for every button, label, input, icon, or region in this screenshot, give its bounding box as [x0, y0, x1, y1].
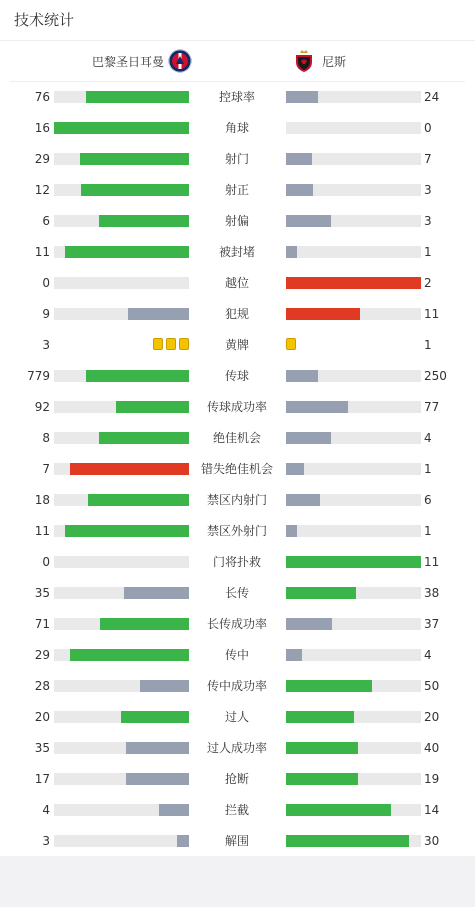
home-bar-fill [70, 463, 189, 475]
stat-label: 被封堵 [218, 245, 255, 259]
home-value: 11 [34, 245, 50, 259]
home-team[interactable] [92, 41, 192, 81]
home-bar-track [54, 184, 189, 196]
away-bar-track [286, 370, 421, 382]
away-bar-fill [286, 308, 360, 320]
away-value: 1 [424, 338, 432, 352]
home-yellow-cards [153, 338, 189, 350]
stat-label: 越位 [224, 276, 249, 290]
home-value: 35 [34, 586, 50, 600]
away-bar-track [286, 804, 421, 816]
yellow-card-icon [153, 338, 163, 350]
stat-label: 黄牌 [224, 338, 249, 352]
stat-label: 拦截 [224, 803, 249, 817]
home-bar-fill [86, 370, 189, 382]
stat-row [0, 547, 475, 578]
away-bar-fill [286, 649, 302, 661]
away-value: 1 [424, 524, 432, 538]
home-bar-fill [70, 649, 189, 661]
away-value: 37 [424, 617, 440, 631]
section-title: 技术统计 [0, 0, 475, 41]
stat-row [0, 268, 475, 299]
away-value: 20 [424, 710, 440, 724]
away-bar-track [286, 122, 421, 134]
home-value: 18 [34, 493, 50, 507]
away-bar-track [286, 432, 421, 444]
away-bar-track [286, 153, 421, 165]
stats-list [0, 82, 475, 857]
stat-row [0, 237, 475, 268]
home-bar-track [54, 618, 189, 630]
away-value: 50 [424, 679, 440, 693]
away-bar-track [286, 277, 421, 289]
home-bar-fill [121, 711, 189, 723]
home-value: 9 [42, 307, 50, 321]
away-bar-fill [286, 401, 348, 413]
yellow-card-icon [179, 338, 189, 350]
away-value: 24 [424, 90, 440, 104]
home-value: 0 [42, 555, 50, 569]
home-bar-fill [99, 432, 189, 444]
stat-label: 犯规 [224, 307, 249, 321]
away-bar-fill [286, 773, 358, 785]
home-bar-fill [128, 308, 189, 320]
home-value: 4 [42, 803, 50, 817]
stat-label: 过人成功率 [206, 741, 267, 755]
home-bar-track [54, 370, 189, 382]
home-bar-fill [126, 773, 189, 785]
stat-row [0, 671, 475, 702]
away-bar-fill [286, 835, 409, 847]
home-bar-track [54, 587, 189, 599]
home-bar-track [54, 277, 189, 289]
home-value: 17 [34, 772, 50, 786]
home-bar-fill [140, 680, 189, 692]
away-value: 2 [424, 276, 432, 290]
home-bar-fill [65, 525, 189, 537]
home-bar-track [54, 91, 189, 103]
away-bar-fill [286, 432, 331, 444]
stat-row [0, 392, 475, 423]
away-value: 4 [424, 431, 432, 445]
stat-label: 禁区内射门 [206, 493, 267, 507]
away-value: 38 [424, 586, 440, 600]
away-bar-track [286, 680, 421, 692]
stat-label: 射正 [224, 183, 249, 197]
away-bar-fill [286, 494, 320, 506]
away-bar-fill [286, 742, 358, 754]
stat-row [0, 609, 475, 640]
home-bar-fill [54, 122, 189, 134]
away-bar-track [286, 525, 421, 537]
home-bar-fill [159, 804, 189, 816]
away-bar-fill [286, 587, 356, 599]
home-bar-track [54, 463, 189, 475]
home-value: 92 [34, 400, 50, 414]
stat-label: 传球成功率 [206, 400, 267, 414]
stat-row [0, 144, 475, 175]
stat-label: 解围 [224, 834, 249, 848]
away-bar-fill [286, 711, 354, 723]
away-bar-track [286, 835, 421, 847]
home-bar-track [54, 215, 189, 227]
away-value: 3 [424, 214, 432, 228]
stat-label: 传中成功率 [206, 679, 267, 693]
away-bar-fill [286, 153, 312, 165]
home-bar-track [54, 804, 189, 816]
stat-row [0, 113, 475, 144]
stat-label: 射偏 [224, 214, 249, 228]
stat-label: 角球 [224, 121, 249, 135]
away-team[interactable] [292, 41, 346, 81]
yellow-card-icon [286, 338, 296, 350]
home-bar-fill [99, 215, 189, 227]
away-value: 40 [424, 741, 440, 755]
stat-label: 绝佳机会 [212, 431, 261, 445]
stat-row [0, 733, 475, 764]
away-bar-track [286, 711, 421, 723]
away-bar-fill [286, 91, 318, 103]
away-value: 1 [424, 462, 432, 476]
stat-row [0, 702, 475, 733]
away-bar-fill [286, 680, 372, 692]
stat-row [0, 299, 475, 330]
away-value: 19 [424, 772, 440, 786]
away-value: 250 [424, 369, 447, 383]
away-value: 4 [424, 648, 432, 662]
home-bar-track [54, 649, 189, 661]
home-bar-track [54, 525, 189, 537]
psg-logo-icon [168, 49, 192, 73]
home-value: 0 [42, 276, 50, 290]
home-value: 28 [34, 679, 50, 693]
home-value: 8 [42, 431, 50, 445]
stat-label: 过人 [224, 710, 249, 724]
away-value: 11 [424, 555, 440, 569]
stat-label: 抢断 [224, 772, 249, 786]
away-bar-track [286, 91, 421, 103]
away-value: 1 [424, 245, 432, 259]
away-value: 14 [424, 803, 440, 817]
home-value: 3 [42, 834, 50, 848]
home-bar-track [54, 494, 189, 506]
away-bar-track [286, 773, 421, 785]
home-bar-fill [80, 153, 189, 165]
away-team-name: 尼斯 [322, 54, 347, 69]
home-bar-fill [126, 742, 189, 754]
home-value: 76 [34, 90, 50, 104]
away-value: 11 [424, 307, 440, 321]
teams-header [10, 41, 465, 82]
away-bar-track [286, 215, 421, 227]
home-bar-track [54, 835, 189, 847]
home-value: 20 [34, 710, 50, 724]
away-bar-track [286, 649, 421, 661]
away-bar-fill [286, 556, 421, 568]
stat-row [0, 578, 475, 609]
away-bar-fill [286, 184, 313, 196]
home-bar-fill [86, 91, 189, 103]
home-bar-fill [177, 835, 189, 847]
away-bar-track [286, 587, 421, 599]
stat-row [0, 361, 475, 392]
stat-label: 禁区外射门 [206, 524, 267, 538]
home-value: 29 [34, 648, 50, 662]
home-bar-track [54, 246, 189, 258]
stat-row [0, 516, 475, 547]
away-yellow-cards [286, 338, 296, 350]
stat-row [0, 826, 475, 857]
away-bar-track [286, 742, 421, 754]
stat-label: 长传 [224, 586, 249, 600]
away-bar-track [286, 556, 421, 568]
away-bar-fill [286, 370, 318, 382]
away-value: 6 [424, 493, 432, 507]
away-value: 3 [424, 183, 432, 197]
away-bar-fill [286, 277, 421, 289]
away-value: 0 [424, 121, 432, 135]
home-value: 7 [42, 462, 50, 476]
home-team-name: 巴黎圣日耳曼 [91, 54, 164, 69]
stat-row [0, 640, 475, 671]
stat-row [0, 423, 475, 454]
home-bar-track [54, 556, 189, 568]
home-value: 16 [34, 121, 50, 135]
away-bar-track [286, 401, 421, 413]
stat-label: 控球率 [218, 90, 255, 104]
away-bar-track [286, 184, 421, 196]
stat-row [0, 206, 475, 237]
home-value: 71 [34, 617, 50, 631]
home-value: 11 [34, 524, 50, 538]
home-bar-track [54, 680, 189, 692]
home-value: 3 [42, 338, 50, 352]
away-bar-track [286, 463, 421, 475]
home-bar-track [54, 153, 189, 165]
home-bar-track [54, 308, 189, 320]
stat-label: 错失绝佳机会 [200, 462, 273, 476]
home-bar-track [54, 122, 189, 134]
away-bar-fill [286, 618, 332, 630]
stat-label: 射门 [224, 152, 249, 166]
home-bar-fill [65, 246, 189, 258]
away-bar-fill [286, 215, 331, 227]
yellow-card-icon [166, 338, 176, 350]
home-bar-track [54, 432, 189, 444]
away-bar-fill [286, 525, 297, 537]
away-value: 77 [424, 400, 440, 414]
home-bar-track [54, 711, 189, 723]
away-bar-track [286, 494, 421, 506]
home-value: 29 [34, 152, 50, 166]
away-value: 7 [424, 152, 432, 166]
away-bar-fill [286, 246, 297, 258]
away-bar-fill [286, 804, 391, 816]
stat-label: 门将扑救 [212, 555, 261, 569]
stat-label: 传中 [224, 648, 249, 662]
stat-row [0, 454, 475, 485]
away-value: 30 [424, 834, 440, 848]
stat-row [0, 175, 475, 206]
home-bar-fill [100, 618, 189, 630]
home-value: 6 [42, 214, 50, 228]
stat-row [0, 485, 475, 516]
home-value: 35 [34, 741, 50, 755]
away-bar-fill [286, 463, 304, 475]
home-bar-fill [116, 401, 189, 413]
stat-row [0, 82, 475, 113]
home-bar-fill [88, 494, 189, 506]
home-bar-track [54, 742, 189, 754]
home-bar-track [54, 773, 189, 785]
stat-row [0, 330, 475, 361]
away-bar-track [286, 618, 421, 630]
stat-row [0, 764, 475, 795]
stat-label: 传球 [224, 369, 249, 383]
home-value: 12 [34, 183, 50, 197]
away-bar-track [286, 308, 421, 320]
home-bar-track [54, 401, 189, 413]
home-bar-fill [124, 587, 189, 599]
home-bar-fill [81, 184, 189, 196]
stat-label: 长传成功率 [206, 617, 267, 631]
nice-logo-icon [292, 49, 316, 73]
stat-row [0, 795, 475, 826]
home-value: 779 [27, 369, 50, 383]
away-bar-track [286, 246, 421, 258]
